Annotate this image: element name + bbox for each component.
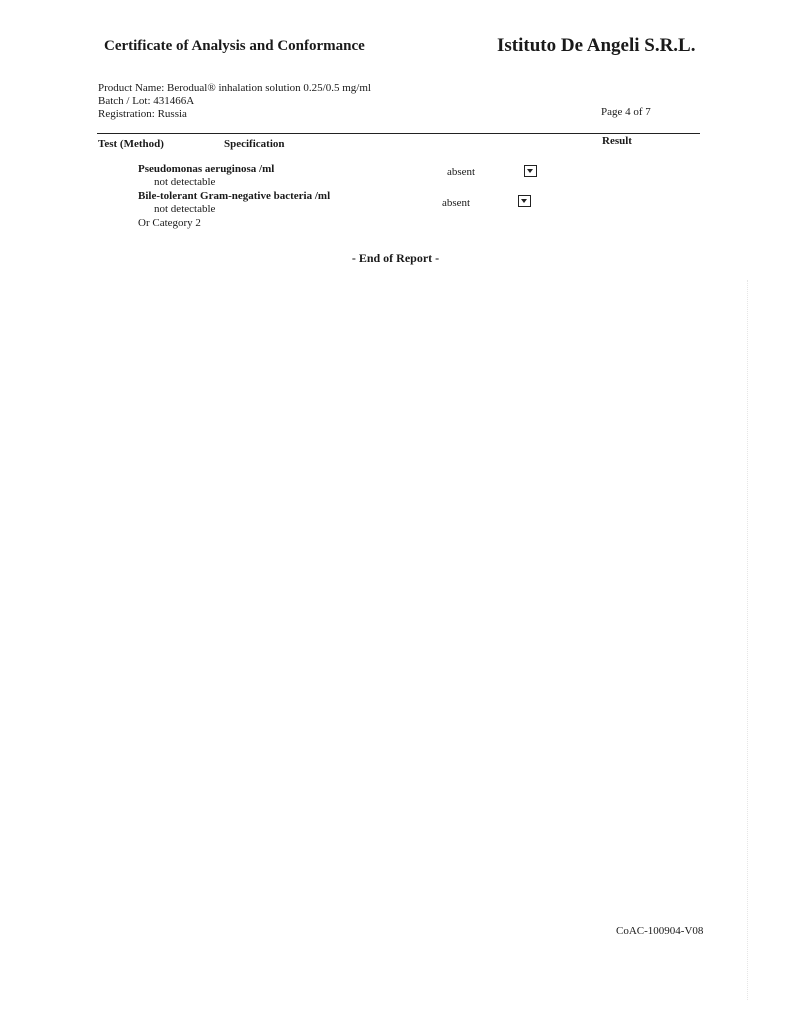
batch-lot: Batch / Lot: 431466A [98, 95, 195, 107]
result-dropdown-button[interactable] [524, 165, 537, 177]
result-value: absent [442, 197, 471, 209]
column-header-result: Result [602, 135, 632, 147]
product-name: Product Name: Berodual® inhalation solution 0.25/0.5 mg/ml [98, 82, 371, 94]
chevron-down-icon [527, 169, 533, 173]
test-name: Bile-tolerant Gram-negative bacteria /ml [138, 190, 331, 202]
header-divider [97, 133, 700, 134]
registration: Registration: Russia [98, 108, 187, 120]
result-dropdown-button[interactable] [518, 195, 531, 207]
scan-edge-line [747, 280, 748, 1000]
specification-text: Or Category 2 [138, 217, 201, 229]
document-code: CoAC-100904-V08 [616, 925, 704, 937]
specification-text: not detectable [154, 176, 216, 188]
company-name: Istituto De Angeli S.R.L. [497, 35, 696, 56]
document-title: Certificate of Analysis and Conformance [104, 38, 365, 54]
page-number: Page 4 of 7 [601, 106, 651, 118]
result-value: absent [447, 166, 476, 178]
column-header-test-method: Test (Method) [98, 138, 164, 150]
specification-text: not detectable [154, 203, 216, 215]
end-of-report: - End of Report - [351, 251, 440, 265]
column-header-specification: Specification [224, 138, 285, 150]
chevron-down-icon [521, 199, 527, 203]
test-name: Pseudomonas aeruginosa /ml [138, 163, 275, 175]
